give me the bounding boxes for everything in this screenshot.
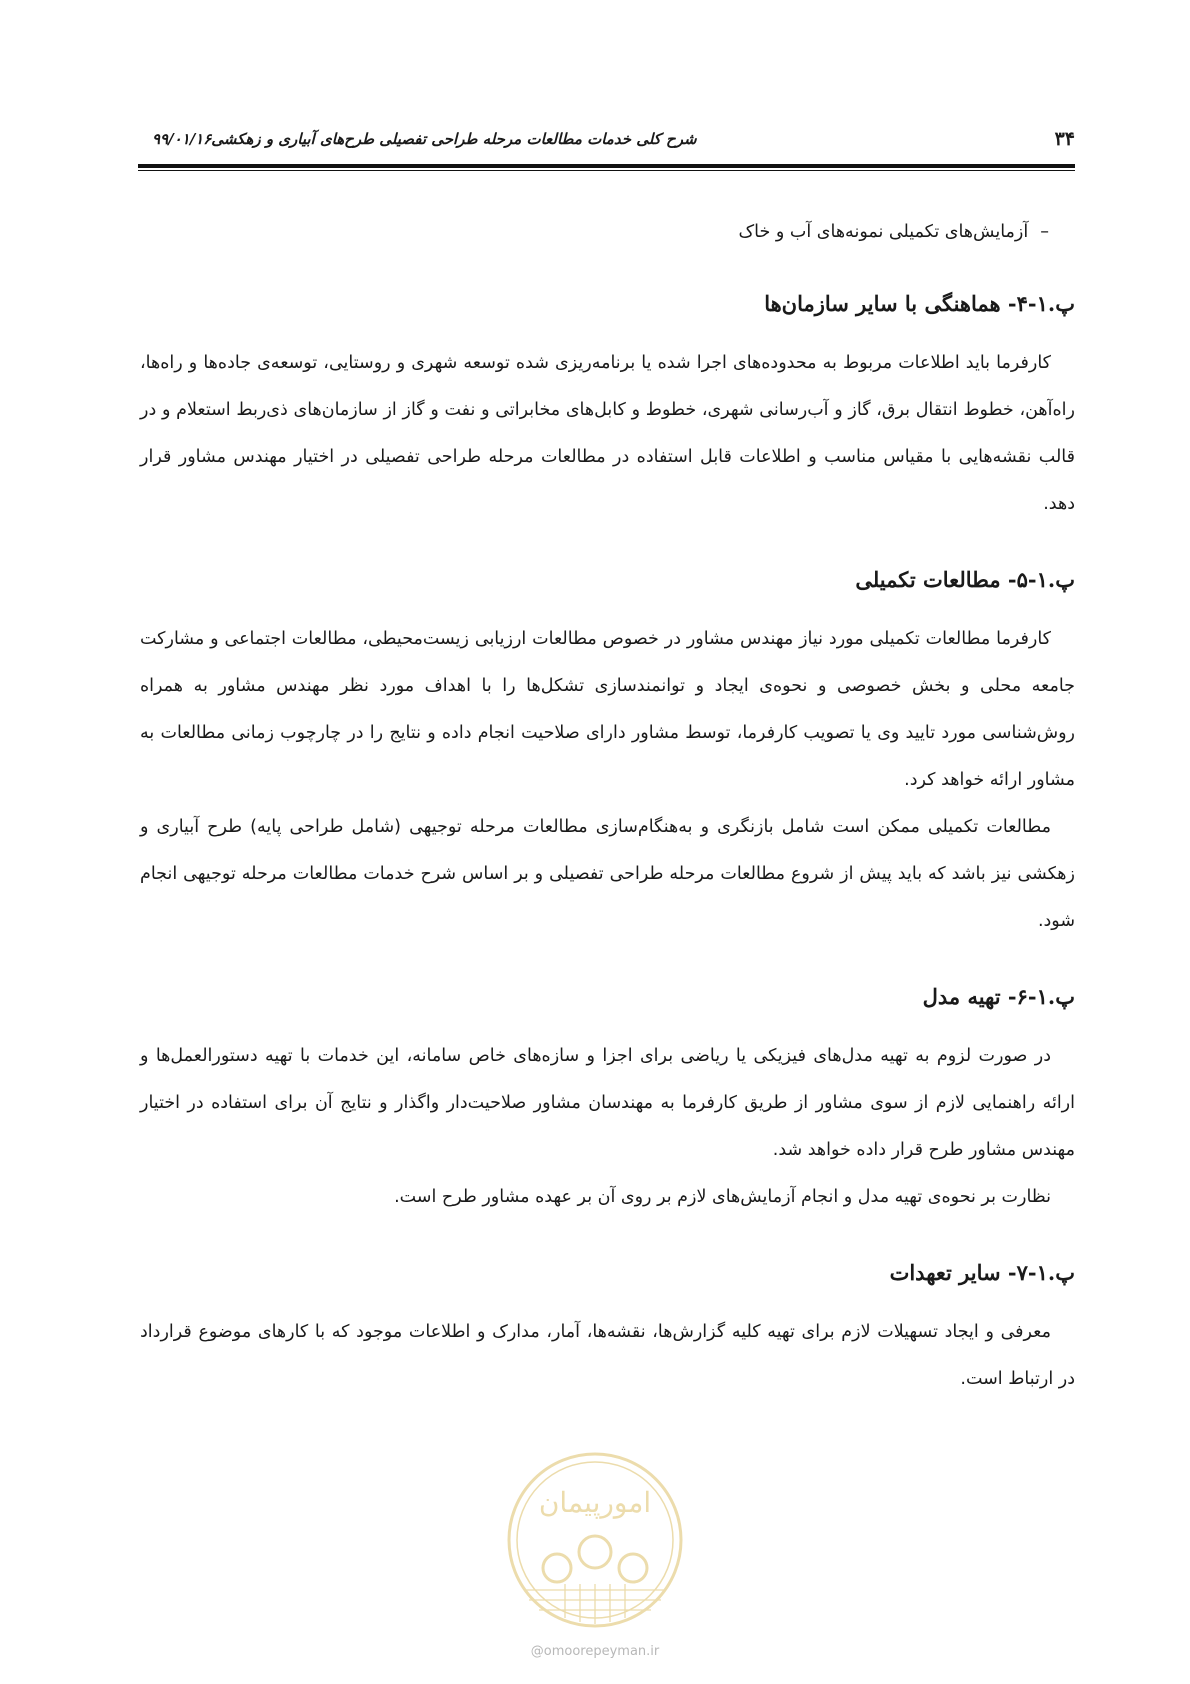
header-rule-thin [138, 170, 1075, 171]
watermark-site: @omoorepeyman.ir [530, 1644, 660, 1659]
page-number: ۳۴ [1054, 128, 1075, 150]
watermark-logo [505, 1450, 685, 1630]
section-heading: پ.۱-۵- مطالعات تکمیلی [855, 567, 1075, 592]
paragraph: نظارت بر نحوه‌ی تهیه مدل و انجام آزمایش‌های لازم بر روی آن بر عهده مشاور طرح است. [394, 1187, 1051, 1207]
running-title-text: شرح کلی خدمات مطالعات مرحله طراحی تفصیلی طرح‌های آبیاری و زهکشی [211, 130, 697, 148]
running-title [138, 130, 697, 148]
paragraph: در صورت لزوم به تهیه مدل‌های فیزیکی یا ریاضی برای اجزا و سازه‌های خاص سامانه، این خدمات با تهیه دستورالعمل‌ها و ارائه راهنمایی لازم از سوی مشاور از طریق کارفرما به مهندسان مشاور صلاحیت‌دار واگذار و نتایج آن برای استفاده در اختیار مهندس مشاور طرح قرار داده خواهد شد. [140, 1046, 1075, 1160]
paragraph: مطالعات تکمیلی ممکن است شامل بازنگری و به‌هنگام‌سازی مطالعات مرحله توجیهی (شامل طراحی پایه) طرح آبیاری و زهکشی نیز باشد که باید پیش از شروع مطالعات مرحله طراحی تفصیلی و بر اساس شرح خدمات مطالعات مرحله توجیهی انجام شود. [140, 817, 1075, 931]
section-heading: پ.۱-۷- سایر تعهدات [889, 1260, 1075, 1285]
paragraph: کارفرما مطالعات تکمیلی مورد نیاز مهندس مشاور در خصوص مطالعات ارزیابی زیست‌محیطی، مطالعات اجتماعی و مشارکت جامعه محلی و بخش خصوصی و نحوه‌ی ایجاد و توانمندسازی تشکل‌ها را با اهداف مورد نظر مهندس مشاور به همراه روش‌شناسی مورد تایید وی یا تصویب کارفرما، توسط مشاور دارای صلاحیت انجام داده و نتایج را در چارچوب زمانی مطالعات به مشاور ارائه خواهد کرد. [140, 629, 1075, 790]
bullet-item [140, 212, 1049, 252]
paragraph: معرفی و ایجاد تسهیلات لازم برای تهیه کلیه گزارش‌ها، نقشه‌ها، آمار، مدارک و اطلاعات موجود که با کارهای موضوع قرارداد در ارتباط است. [140, 1322, 1075, 1389]
running-date: ۹۹/۰۱/۱۶ [152, 130, 212, 148]
section-heading: پ.۱-۶- تهیه مدل [922, 984, 1075, 1009]
paragraph: کارفرما باید اطلاعات مربوط به محدوده‌های اجرا شده یا برنامه‌ریزی شده توسعه شهری و روستایی، توسعه‌ی جاده‌ها و راه‌ها، راه‌آهن، خطوط انتقال برق، گاز و آب‌رسانی شهری، خطوط و کابل‌های مخابراتی و نفت و گاز از سازمان‌های ذی‌ربط استعلام و در قالب نقشه‌هایی با مقیاس مناسب و اطلاعات قابل استفاده در مطالعات مرحله طراحی تفصیلی در اختیار مهندس مشاور قرار دهد. [140, 353, 1075, 514]
page-content [140, 212, 1075, 1403]
header-rule-thick [138, 164, 1075, 168]
watermark-logo-text: امورپیمان [538, 1486, 652, 1519]
bullet-text: آزمایش‌های تکمیلی نمونه‌های آب و خاک [738, 222, 1029, 242]
bullet-dash: – [1040, 222, 1049, 242]
page-header [138, 128, 1075, 160]
section-heading: پ.۱-۴- هماهنگی با سایر سازمان‌ها [764, 291, 1075, 316]
